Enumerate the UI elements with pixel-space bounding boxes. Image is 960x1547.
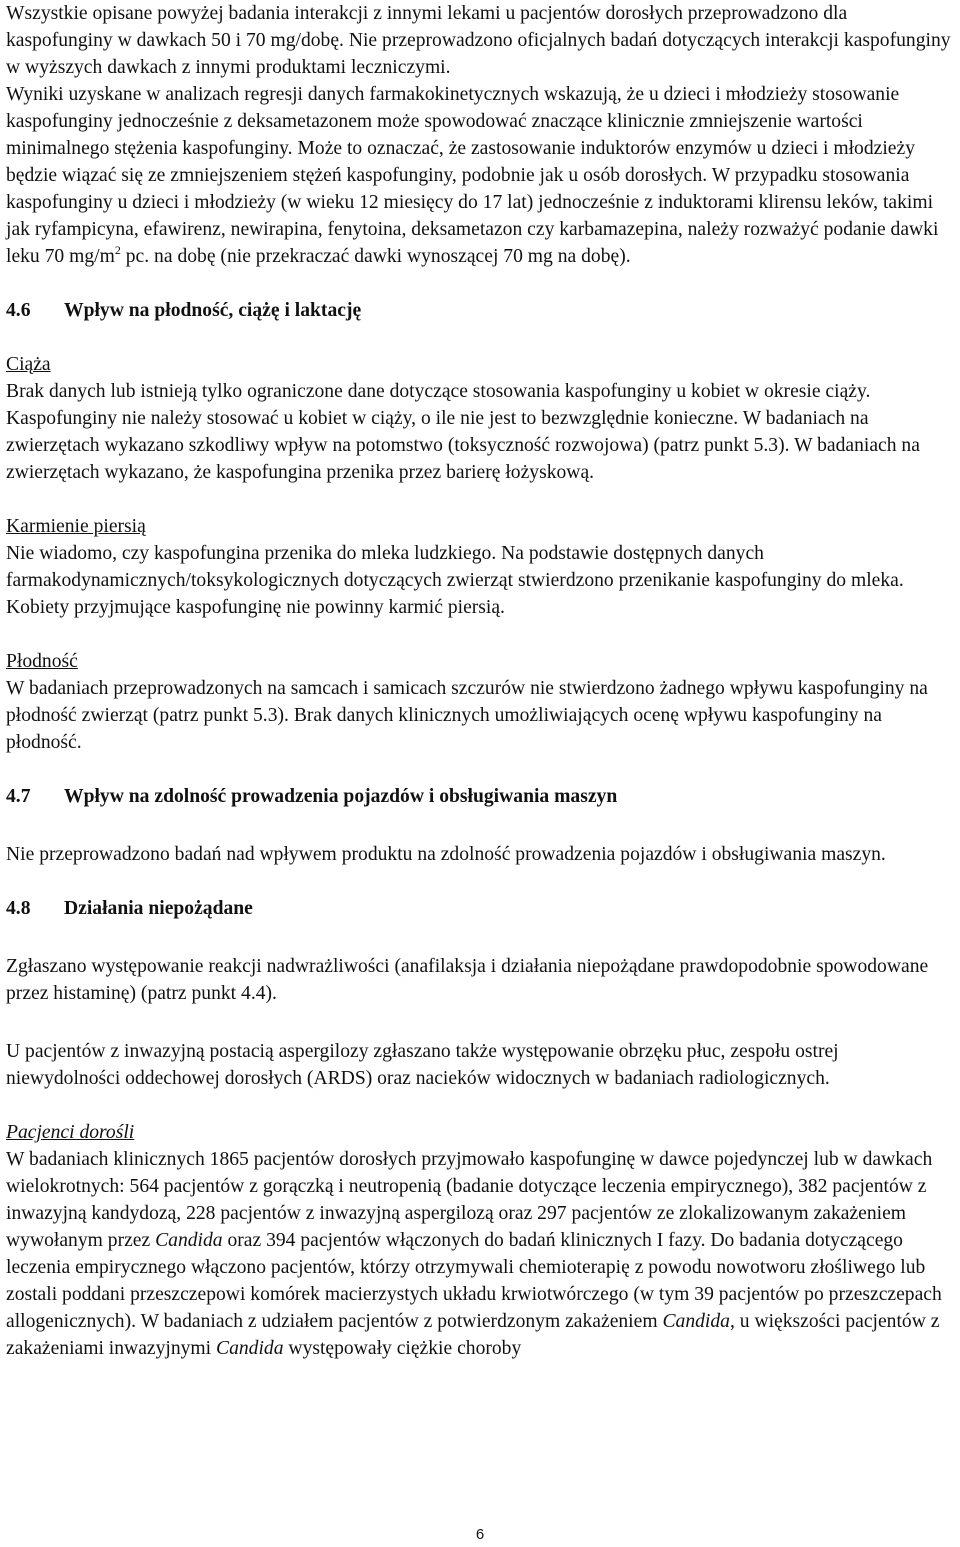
section-4-7-heading (6, 783, 956, 810)
adult-patients-heading: Pacjenci dorośli (6, 1122, 135, 1143)
pregnancy-text: Brak danych lub istnieją tylko ograniczone dane dotyczące stosowania kaspofunginy u kobiet w okresie ciąży. Kaspofunginy nie należy stosować u kobiet w ciąży, o ile nie jest to bezwzględnie konieczne. W badaniach na zwierzętach wykazano szkodliwy wpływ na potomstwo (toksyczność rozwojowa) (patrz punkt 5.3). W badaniach na zwierzętach wykazano, że kaspofungina przenika przez barierę łożyskową. (6, 381, 920, 483)
breastfeeding-text: Nie wiadomo, czy kaspofungina przenika do mleka ludzkiego. Na podstawie dostępnych danych farmakodynamicznych/toksykologicznych dotyczących zwierząt stwierdzono przenikanie kaspofunginy do mleka. Kobiety przyjmujące kaspofunginę nie powinny karmić piersią. (6, 543, 904, 618)
paragraph-interactions-adults: Wszystkie opisane powyżej badania interakcji z innymi lekami u pacjentów dorosłych przeprowadzono dla kaspofunginy w dawkach 50 i 70 mg/dobę. Nie przeprowadzono oficjalnych badań dotyczących interakcji kaspofunginy w wyższych dawkach z innymi produktami leczniczymi. (6, 3, 951, 78)
pediatric-text-part2: pc. na dobę (nie przekraczać dawki wynoszącej 70 mg na dobę). (120, 246, 631, 267)
section-number: 4.8 (6, 898, 31, 919)
document-page (6, 0, 956, 1362)
pediatric-text-part1: Wyniki uzyskane w analizach regresji danych farmakokinetycznych wskazują, że u dzieci i młodzieży stosowanie kaspofunginy jednocześnie z deksametazonem może spowodować znaczące klinicznie zmniejszenie wartości minimalnego stężenia kaspofunginy. Może to oznaczać, że zastosowanie induktorów enzymów u dzieci i młodzieży będzie wiązać się ze zmniejszeniem stężeń kaspofunginy, podobnie jak u osób dorosłych. W przypadku stosowania kaspofunginy u dzieci i młodzieży (w wieku 12 miesięcy do 17 lat) jednocześnie z induktorami klirensu leków, takimi jak ryfampicyna, efawirenz, newirapina, fenytoina, deksametazon czy karbamazepina, należy rozważyć podanie dawki leku 70 mg/m (6, 84, 939, 267)
superscript-2: 2 (114, 243, 121, 257)
adverse-aspergillosis-text: U pacjentów z inwazyjną postacią aspergilozy zgłaszano także występowanie obrzęku płuc, zespołu ostrej niewydolności oddechowej dorosłych (ARDS) oraz nacieków widocznych w badaniach radiologicznych. (6, 1041, 839, 1089)
section-4-6-heading (6, 297, 956, 324)
fertility-heading: Płodność (6, 651, 78, 672)
pregnancy-heading: Ciąża (6, 354, 51, 375)
section-4-8-heading (6, 895, 956, 922)
fertility-text: W badaniach przeprowadzonych na samcach i samicach szczurów nie stwierdzono żadnego wpływu kaspofunginy na płodność zwierząt (patrz punkt 5.3). Brak danych klinicznych umożliwiających ocenę wpływu kaspofunginy na płodność. (6, 678, 928, 753)
adverse-hypersensitivity-text: Zgłaszano występowanie reakcji nadwrażliwości (anafilaksja i działania niepożądane prawdopodobnie spowodowane przez histaminę) (patrz punkt 4.4). (6, 956, 929, 1004)
breastfeeding-heading: Karmienie piersią (6, 516, 146, 537)
section-number: 4.6 (6, 300, 31, 321)
paragraph-pediatric-interactions (6, 81, 956, 270)
section-title: Wpływ na płodność, ciążę i laktację (64, 300, 362, 321)
adult-patients-text: W badaniach klinicznych 1865 pacjentów dorosłych przyjmowało kaspofunginę w dawce pojedynczej lub w dawkach wielokrotnych: 564 pacjentów z gorączką i neutropenią (badanie dotyczące leczenia empirycznego), 382 pacjentów z inwazyjną kandydozą, 228 pacjentów z inwazyjną aspergilozą oraz 297 pacjentów ze zlokalizowanym zakażeniem wywołanym przez Candida oraz 394 pacjentów włączonych do badań klinicznych I fazy. Do badania dotyczącego leczenia empirycznego włączono pacjentów, którzy otrzymywali chemioterapię z powodu nowotworu złośliwego lub zostali poddani przeszczepowi komórek macierzystych układu krwiotwórczego (w tym 39 pacjentów po przeszczepach allogenicznych). W badaniach z udziałem pacjentów z potwierdzonym zakażeniem Candida, u większości pacjentów z zakażeniami inwazyjnymi Candida występowały ciężkie choroby (6, 1149, 942, 1359)
section-number: 4.7 (6, 786, 31, 807)
page-number: 6 (475, 1526, 485, 1543)
section-title: Wpływ na zdolność prowadzenia pojazdów i obsługiwania maszyn (64, 786, 618, 807)
driving-text: Nie przeprowadzono badań nad wpływem produktu na zdolność prowadzenia pojazdów i obsługiwania maszyn. (6, 844, 886, 865)
section-title: Działania niepożądane (64, 898, 253, 919)
